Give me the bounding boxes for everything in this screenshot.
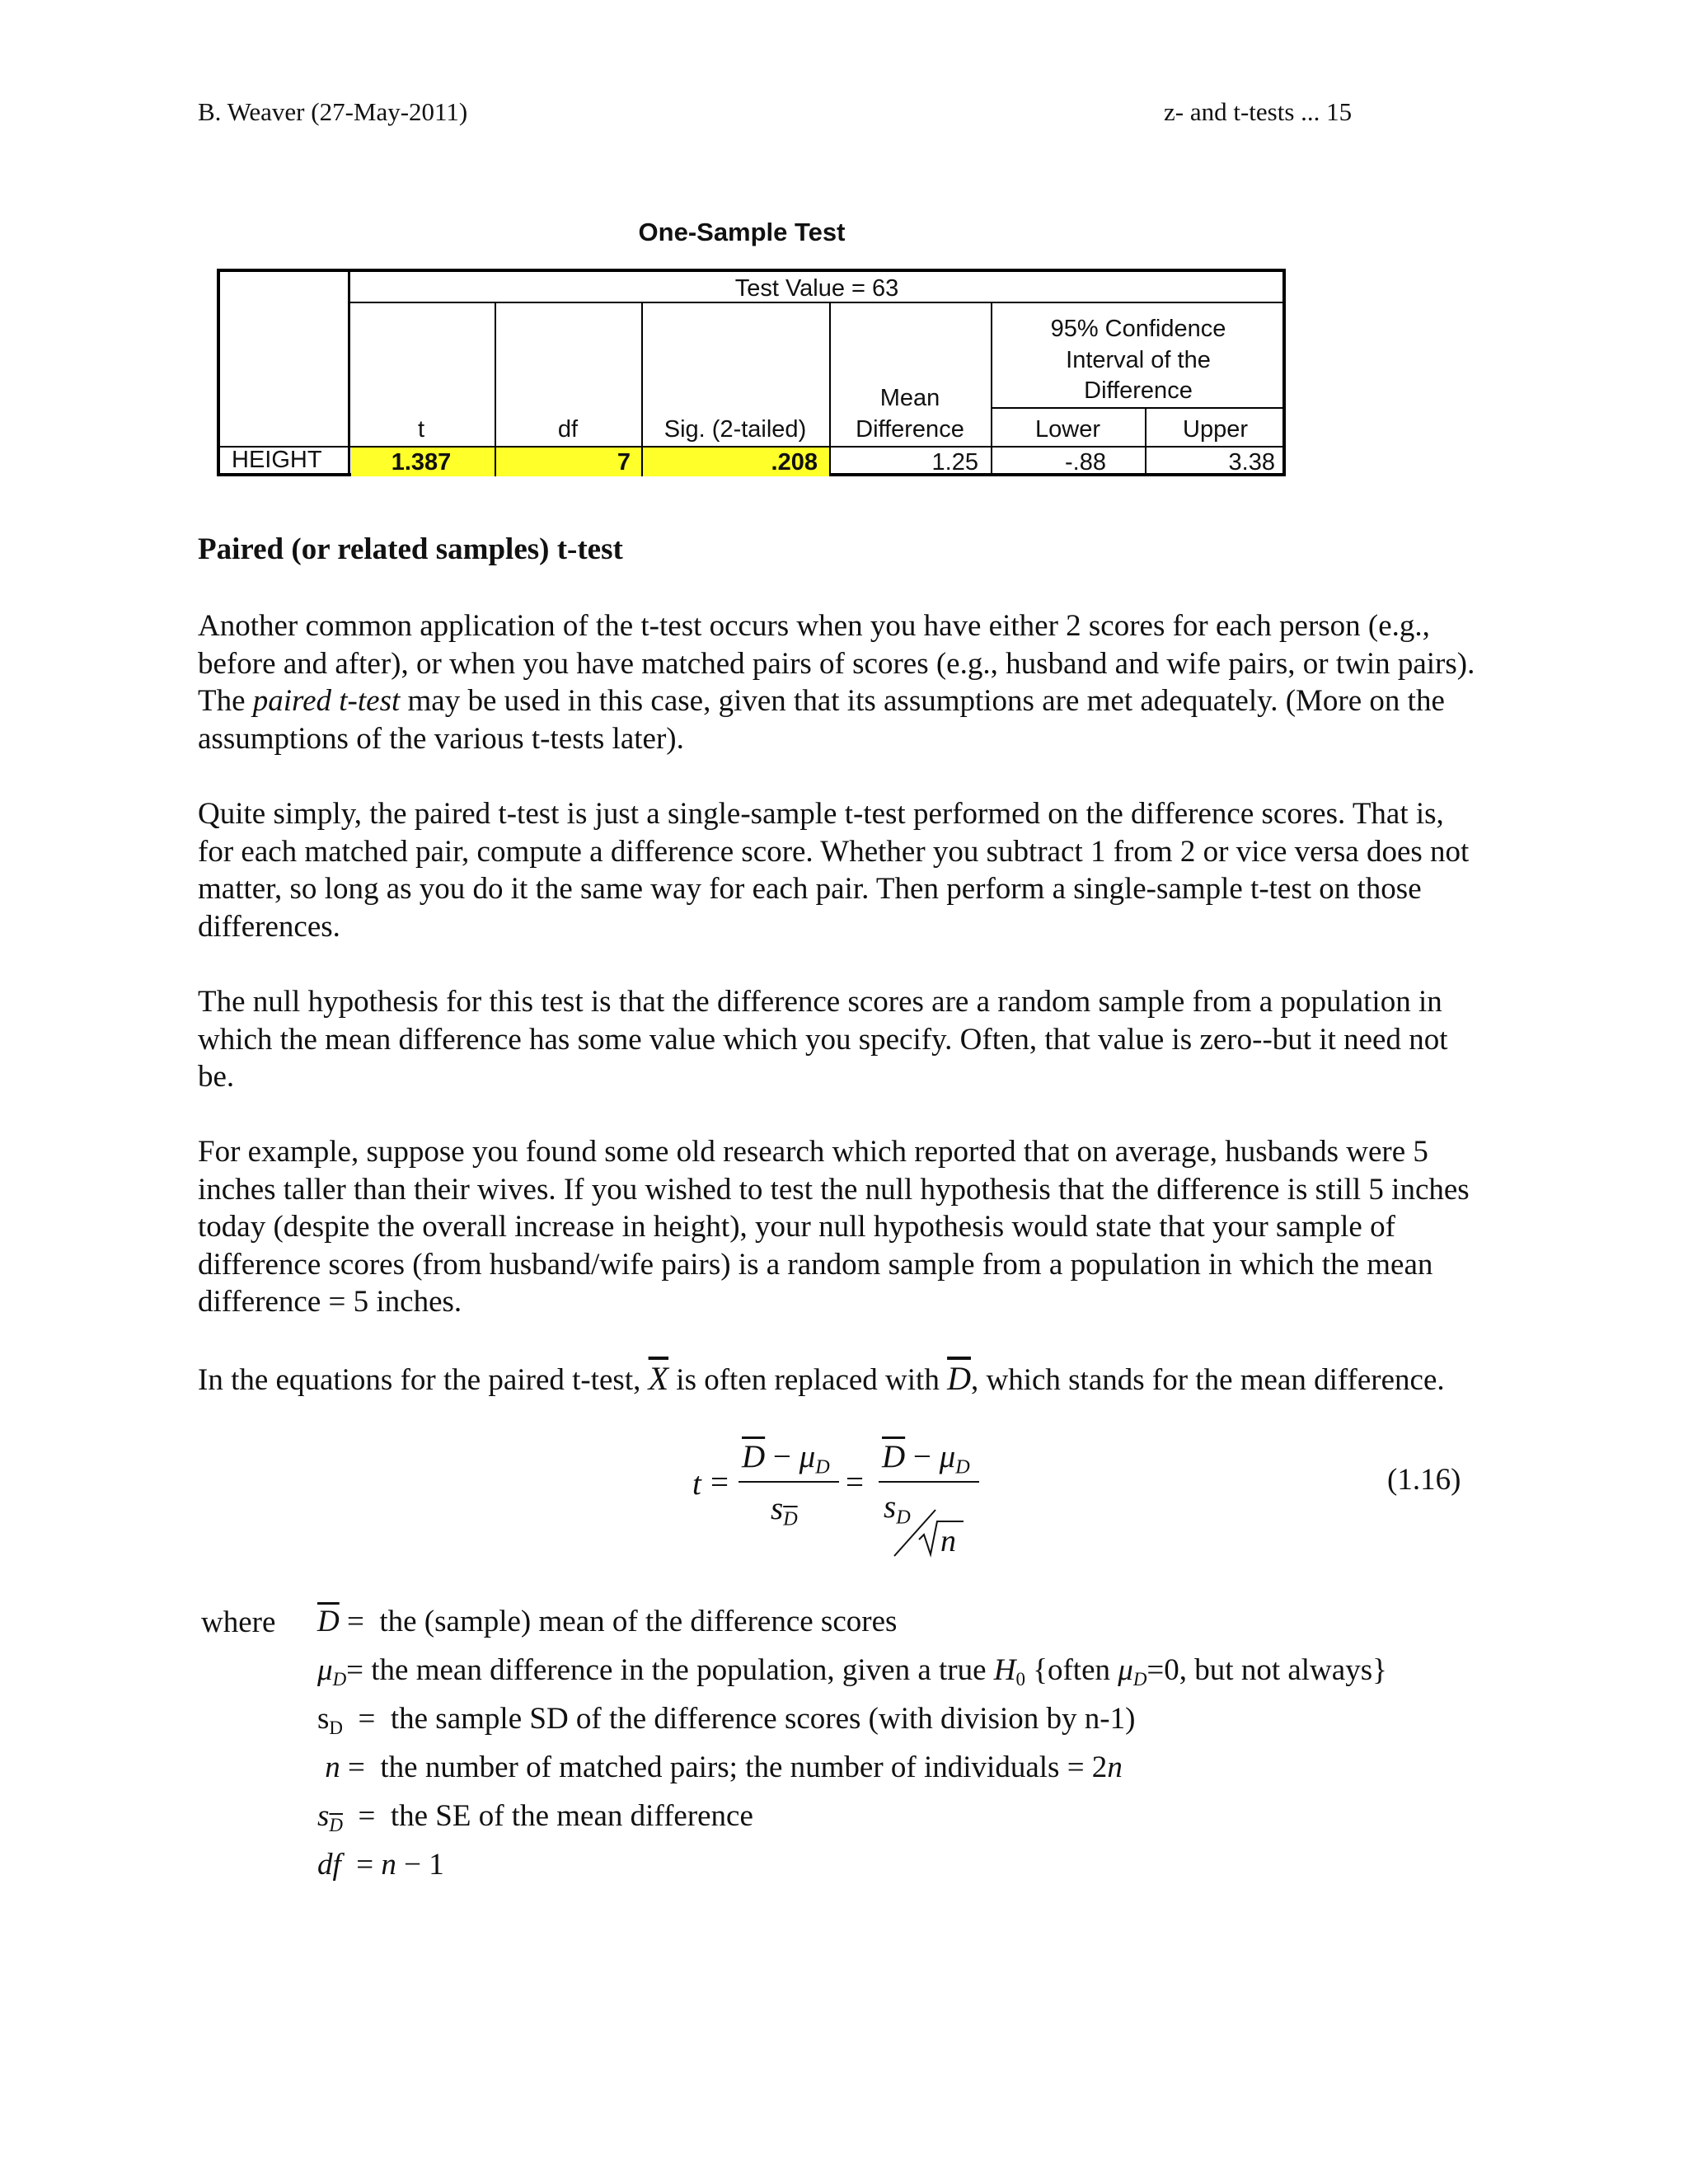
cell-mean-diff: 1.25 (931, 449, 978, 476)
italic-term: paired t-test (252, 684, 401, 718)
paragraph-4: For example, suppose you found some old research which reported that on average, husbands were 5 inches taller than their wives. If you wished to test the null hypothesis that the difference is still 5 inches today (despite the overall increase in height), your null hypothesis would state that your sample of difference scores (from husband/wife pairs) is a random sample from a population in which the mean difference = 5 inches. (198, 1135, 1470, 1319)
running-header-right: z- and t-tests ... 15 (1164, 97, 1353, 126)
paragraph-3: The null hypothesis for this test is that the difference scores are a random sample from a population in which the mean difference has some value which you specify. Often, that value is zero--but it need not be. (198, 985, 1448, 1094)
cell-lower: -.88 (1065, 449, 1106, 476)
equation-1-16: t = $\overline{D} - \mu_D$ $s_{\overline{D}}$ = $\overline{D} - \mu_D$ $s_D$ n (1.16) (692, 1439, 1461, 1558)
svg-text:n: n (940, 1524, 956, 1558)
fraction-bar-2 (879, 1481, 979, 1483)
col-header-ci-3: Difference (1084, 377, 1193, 404)
col-header-t: t (417, 416, 425, 443)
col-header-ci-1: 95% Confidence (1050, 316, 1226, 342)
section-title: Paired (or related samples) t-test (198, 532, 623, 566)
cell-df: 7 (617, 449, 631, 476)
paragraph-1: Another common application of the t-test occurs when you have either 2 scores for each person (e.g., before and after), or when you have matched pairs of scores (e.g., husband and wife pairs, or twin pairs). The paired t-test may be used in this case, given that its assumptions are met adequately. (More on the assumptions of the various t-tests later). (198, 609, 1475, 756)
definition-n: n = the number of matched pairs; the number of individuals = 2n (325, 1750, 1123, 1784)
paragraph-5: In the equations for the paired t-test, $\overline{X}$ is often replaced with $\overline{D}$, which stands for the mean difference. (198, 1360, 1445, 1397)
col-header-df: df (557, 416, 579, 443)
cell-t: 1.387 (391, 449, 452, 476)
fraction-bar-1 (738, 1481, 839, 1483)
definition-se: $s_{\overline{D}}$ = the SE of the mean difference (317, 1799, 753, 1835)
paragraph-2: Quite simply, the paired t-test is just a single-sample t-test performed on the difference scores. That is, for each matched pair, compute a difference score. Whether you subtract 1 from 2 or vice versa does not matter, so long as you do it the same way for each pair. Then perform a single-sample t-test on those differences. (198, 797, 1470, 944)
where-label: where (201, 1605, 276, 1639)
col-header-mean-diff-2: Difference (856, 416, 964, 443)
eq-numerator-2: $\overline{D} - \mu_D$ (882, 1439, 970, 1479)
test-value-label: Test Value = 63 (734, 275, 899, 302)
equation-number: (1.16) (1387, 1463, 1461, 1497)
definition-s-d: $s_D$ = the sample SD of the difference scores (with division by n-1) (317, 1702, 1136, 1738)
row-label-height: HEIGHT (232, 447, 322, 473)
col-header-ci-2: Interval of the (1066, 347, 1211, 373)
sqrt-n-icon (886, 1492, 985, 1558)
col-header-mean-diff-1: Mean (879, 385, 940, 411)
table-title: One-Sample Test (638, 218, 846, 246)
definition-mu-d: $\mu_D=$ the mean difference in the population, given a true $H_0$ {often $\mu_D=0$, but not always} (317, 1653, 1387, 1690)
col-header-upper: Upper (1183, 416, 1248, 443)
eq-denominator-2: $s_D$ (884, 1489, 911, 1529)
cell-sig: .208 (771, 449, 818, 476)
col-header-lower: Lower (1035, 416, 1100, 443)
running-header-left: B. Weaver (27-May-2011) (198, 97, 468, 126)
eq-t: t (692, 1466, 701, 1502)
definition-df: df = n − 1 (317, 1848, 444, 1882)
cell-upper: 3.38 (1228, 449, 1275, 476)
eq-denominator-1: $s_{\overline{D}}$ (771, 1491, 798, 1530)
definition-d-bar: $\overline{D}$ = the (sample) mean of the difference scores (317, 1605, 898, 1638)
col-header-sig: Sig. (2-tailed) (663, 416, 807, 443)
eq-numerator-1: $\overline{D} - \mu_D$ (742, 1439, 830, 1479)
